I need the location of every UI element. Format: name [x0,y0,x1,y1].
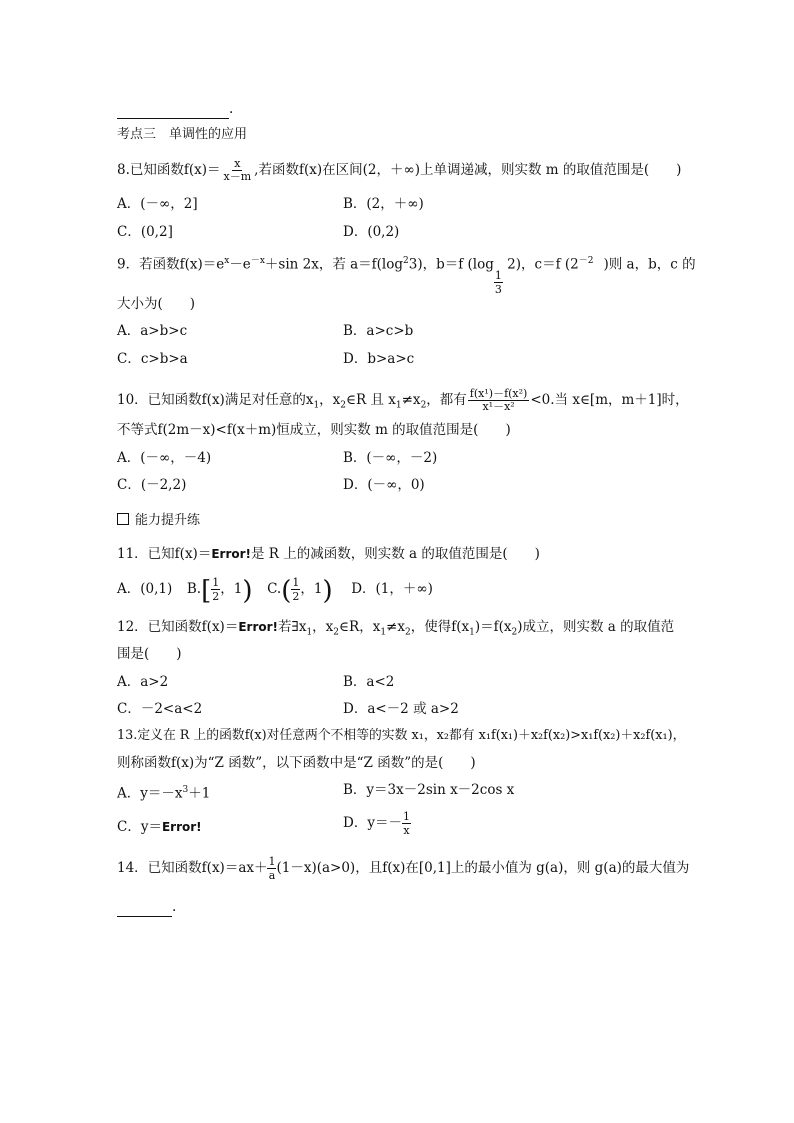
q13-option-d[interactable]: D．y＝－ $\frac{1}{x}$ [343,810,410,837]
q10-option-b[interactable]: B．(－∞，－2) [343,450,438,466]
answer-blank-line-2: . [117,898,176,917]
fraction: $\frac{1}{a}$ [268,855,276,882]
q10-option-c[interactable]: C．(－2,2) [117,477,187,493]
question-11: 11．已知f(x)＝Error!是 R 上的减函数，则实数 a 的取值范围是( ) [117,546,540,562]
question-10-line2: 不等式f(2m－x)<f(x＋m)恒成立，则实数 m 的取值范围是( ) [117,422,511,438]
question-8: 8.已知函数f(x)＝ $\frac{x}{x-m}$ ,若函数f(x)在区间(2，＋∞)上单调递减，则实数 m 的取值范围是( ) [117,157,682,183]
question-12: 12．已知函数f(x)＝Error!若$\exists x_1$，$x_2\in R$，$x_1\ne x_2$，使得$f(x_1)=f(x_2)$成立，则实数 a 的取值范 [117,619,675,638]
q10-option-d[interactable]: D．(－∞，0) [343,477,425,493]
checkbox-icon [117,513,129,525]
question-9-line2: 大小为( ) [117,296,196,312]
blank [117,898,172,917]
q8-option-c[interactable]: C．(0,2] [117,224,173,240]
question-12-line2: 围是( ) [117,646,182,662]
q11-option-b[interactable]: B.[ $\frac{1}{2}$ ，1) [186,576,253,606]
answer-blank-line: . [117,100,233,119]
q12-option-d[interactable]: D．a<－2 或 a>2 [343,701,459,717]
q12-option-b[interactable]: B．a<2 [343,674,395,690]
fraction: $\frac{1}{2}$ [292,576,300,603]
q11-option-d[interactable]: D．(1，＋∞) [351,581,433,597]
q12-option-a[interactable]: A．a>2 [117,674,169,690]
q9-option-d[interactable]: D．b>a>c [343,351,415,367]
q10-option-a[interactable]: A．(－∞，－4) [117,450,212,466]
q9-option-a[interactable]: A．a>b>c [117,323,188,339]
q11-options [117,576,433,606]
q13-option-c[interactable]: C．y＝Error! [117,819,202,835]
fraction: $\frac{\text{f(x¹)－f(x²)}}{\text{x¹－x²}}$ [469,387,528,413]
fraction: $\frac{x}{x-m}$ [223,157,252,183]
q8-option-b[interactable]: B．(2，＋∞) [343,196,424,212]
question-14: 14．已知函数f(x)＝ax＋ $\frac{1}{a}$ (1－x)(a>0)，且f(x)在[0,1]上的最小值为 g(a)，则 g(a)的最大值为 [117,855,690,882]
q9-option-b[interactable]: B．a>c>b [343,323,414,339]
q8-option-d[interactable]: D．(0,2) [343,224,400,240]
q11-option-c[interactable]: C.( $\frac{1}{2}$ ，1) [267,576,333,606]
q9-option-c[interactable]: C．c>b>a [117,351,188,367]
q13-option-a[interactable]: A．$y=-x^3+1$ [117,785,211,802]
section-title-2: 能力提升练 [117,512,200,530]
q13-option-b[interactable]: B．y＝3x－2sin x－2cos x [343,782,515,798]
question-13: 13.定义在 R 上的函数f(x)对任意两个不相等的实数 x₁，x₂都有 x₁f(x₁)＋x₂f(x₂)>x₁f(x₂)＋x₂f(x₁)， [117,728,686,743]
q11-option-a[interactable]: A．(0,1) [117,581,173,597]
log-base-fraction: $\frac{1}{3}$ [494,268,502,296]
fraction: $\frac{1}{x}$ [402,810,410,837]
q12-option-c[interactable]: C．－2<a<2 [117,701,203,717]
question-13-line2: 则称函数f(x)为“Z 函数”，以下函数中是“Z 函数”的是( ) [117,755,476,771]
section-title: 考点三 单调性的应用 [117,127,248,142]
q8-option-a[interactable]: A．(－∞，2] [117,196,198,212]
fraction: $\frac{1}{2}$ [212,576,220,603]
question-9: 9．若函数$f(x)=e^x-e^{-x}+\sin$ 2x，若 $a=f(\log^23)$，b＝f (log $\frac{1}{3}$ 2)，c＝f ($2^{-2}$ )则 a，b，c 的 [117,256,696,296]
question-10: 10．已知函数f(x)满足对任意的$x_1$，$x_2\in R$ 且 $x_1\ne x_2$，都有 $\frac{\text{f(x¹)－f(x²)}}{\text{x¹－x²}}$ <0.当 x∈[m，m＋1]时， [117,387,689,413]
blank [117,100,229,119]
